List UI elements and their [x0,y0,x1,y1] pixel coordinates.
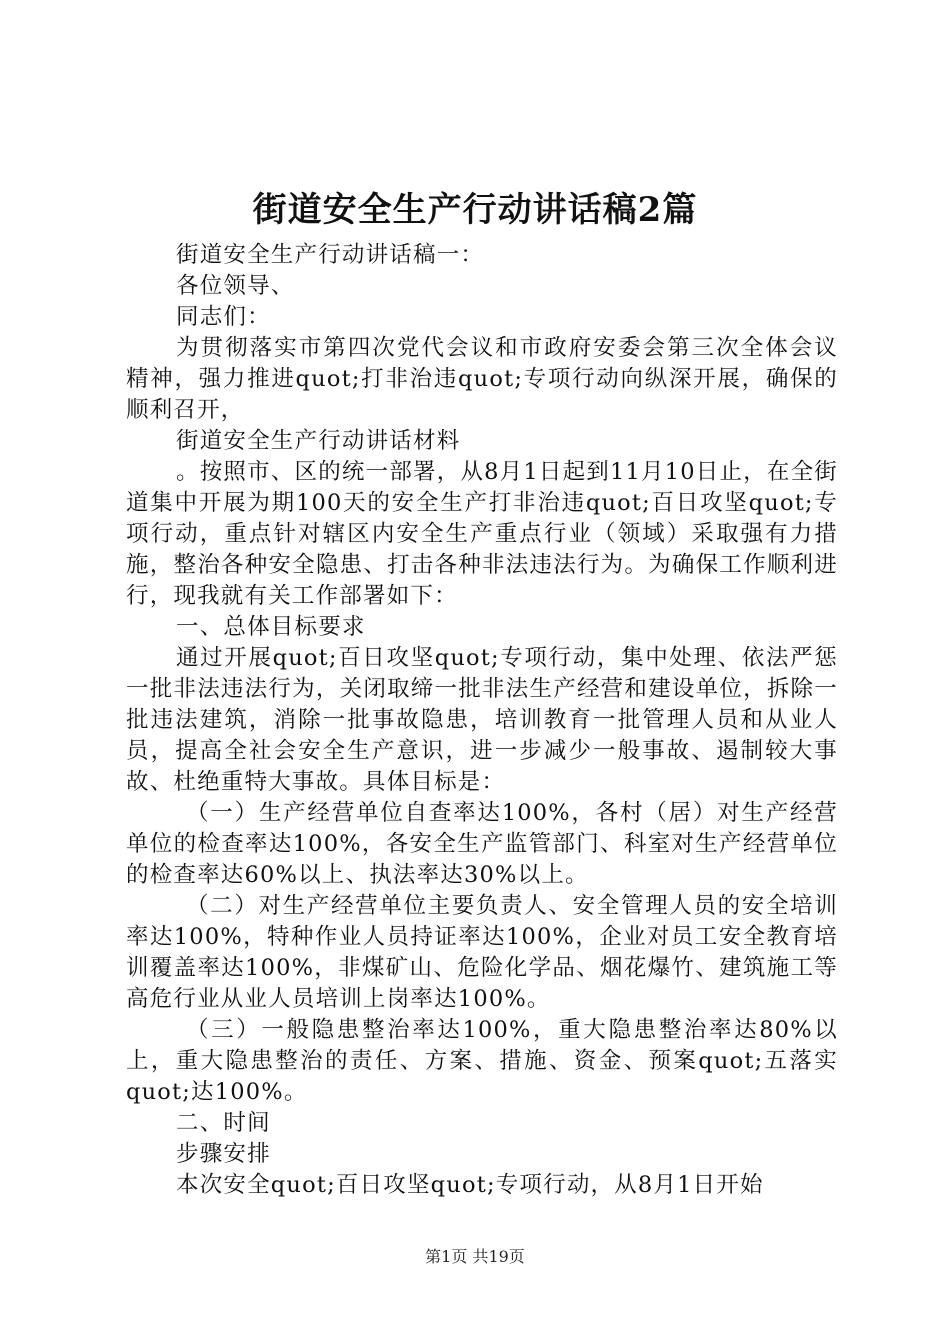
paragraph: 二、时间 [176,1110,271,1136]
paragraph: 为贯彻落实市第四次党代会议和市政府安委会第三次全体会议精神，强力推进quot;打非治违quot;专项行动向纵深开展，确保的顺利召开， [126,335,838,423]
paragraph: 。按照市、区的统一部署，从8月1日起到11月10日止，在全街道集中开展为期100天的安全生产打非治违quot;百日攻坚quot;专项行动，重点针对辖区内安全生产重点行业（领域）采取强有力措施，整治各种安全隐患、打击各种非法违法行为。为确保工作顺利进行，现我就有关工作部署如下： [126,459,838,609]
page-footer: 第1页 共19页 [425,1247,525,1266]
paragraph: 步骤安排 [176,1141,271,1167]
paragraph: 同志们： [176,304,271,330]
paragraph: 街道安全生产行动讲话材料 [176,428,461,454]
paragraph: （一）生产经营单位自查率达100%，各村（居）对生产经营单位的检查率达100%，各安全生产监管部门、科室对生产经营单位的检查率达60%以上、执法率达30%以上。 [126,800,838,888]
paragraph: （三）一般隐患整治率达100%，重大隐患整治率达80%以上，重大隐患整治的责任、方案、措施、资金、预案quot;五落实quot;达100%。 [126,1017,838,1105]
paragraph: 一、总体目标要求 [176,614,366,640]
paragraph: 通过开展quot;百日攻坚quot;专项行动，集中处理、依法严惩一批非法违法行为，关闭取缔一批非法生产经营和建设单位，拆除一批违法建筑，消除一批事故隐患，培训教育一批管理人员和从业人员，提高全社会安全生产意识，进一步减少一般事故、遏制较大事故、杜绝重特大事故。具体目标是： [126,645,838,795]
document-body [126,240,838,1201]
paragraph: 街道安全生产行动讲话稿一： [176,242,485,268]
document-title: 街道安全生产行动讲话稿2篇 [252,190,698,230]
paragraph: （二）对生产经营单位主要负责人、安全管理人员的安全培训率达100%，特种作业人员持证率达100%，企业对员工安全教育培训覆盖率达100%，非煤矿山、危险化学品、烟花爆竹、建筑施工等高危行业从业人员培训上岗率达100%。 [126,893,838,1012]
paragraph: 本次安全quot;百日攻坚quot;专项行动，从8月1日开始 [176,1172,764,1198]
paragraph: 各位领导、 [176,273,295,299]
